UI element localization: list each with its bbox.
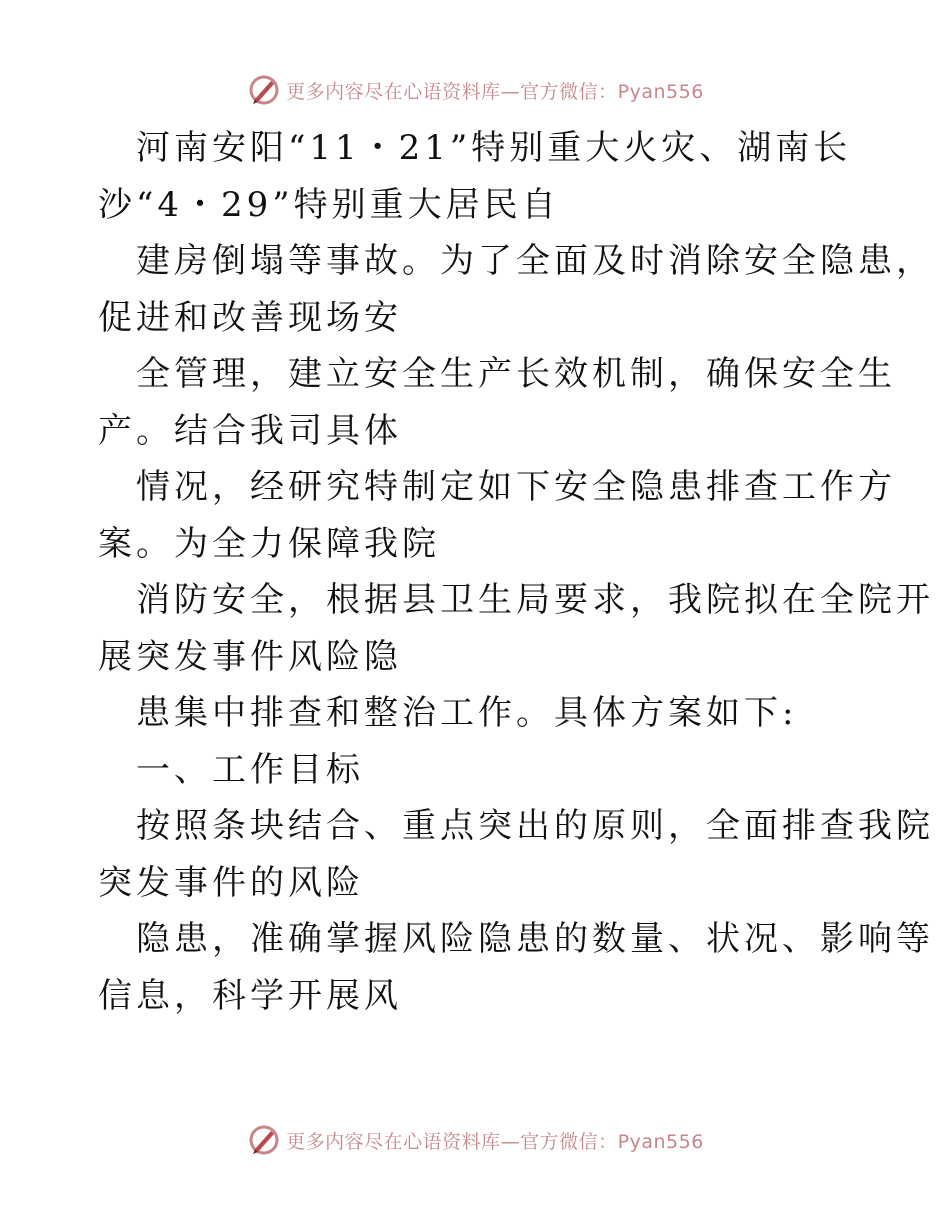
paragraph-line: 全管理，建立安全生产长效机制，确保安全生 [136, 354, 896, 394]
pen-circle-logo-icon [246, 1122, 282, 1158]
section-heading: 一、工作目标 [136, 749, 364, 790]
paragraph-line: 情况，经研究特制定如下安全隐患排查工作方 [136, 467, 896, 507]
paragraph-line: 建房倒塌等事故。为了全面及时消除安全隐患， [136, 241, 934, 281]
paragraph-line: 患集中排查和整治工作。具体方案如下: [136, 693, 798, 733]
paragraph-line: 案。为全力保障我院 [98, 523, 440, 564]
footer-watermark [0, 1120, 950, 1160]
paragraph-line: 河南安阳“11・21”特别重大火灾、湖南长 [136, 128, 852, 168]
paragraph-line: 信息，科学开展风 [98, 975, 402, 1016]
pen-circle-logo-icon [246, 72, 282, 108]
paragraph-line: 消防安全，根据县卫生局要求，我院拟在全院开 [136, 580, 934, 620]
watermark-text: 更多内容尽在心语资料库—官方微信：Pyan556 [286, 80, 704, 103]
paragraph-line: 展突发事件风险隐 [98, 636, 402, 677]
paragraph-line: 突发事件的风险 [98, 862, 364, 903]
document-body [98, 120, 934, 1024]
watermark-text: 更多内容尽在心语资料库—官方微信：Pyan556 [286, 1130, 704, 1153]
paragraph-line: 隐患，准确掌握风险隐患的数量、状况、影响等 [136, 919, 934, 959]
paragraph-line: 按照条块结合、重点突出的原则，全面排查我院 [136, 806, 934, 846]
paragraph-line: 沙“4・29”特别重大居民自 [98, 184, 560, 225]
paragraph-line: 产。结合我司具体 [98, 410, 402, 451]
paragraph-line: 促进和改善现场安 [98, 297, 402, 338]
header-watermark [0, 70, 950, 110]
